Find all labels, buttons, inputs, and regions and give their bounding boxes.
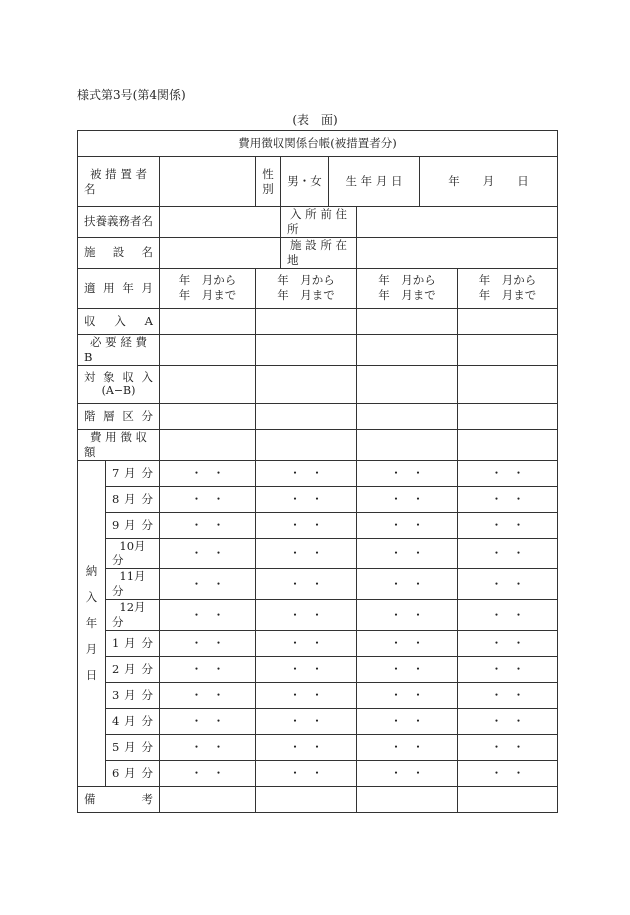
tier-cell[interactable] [256, 403, 357, 429]
date-separator-dot: ・ [512, 517, 525, 532]
target-income-cell[interactable] [256, 365, 357, 403]
payment-date-cell[interactable] [256, 569, 357, 600]
payment-date-cell[interactable] [256, 657, 357, 683]
remarks-cell[interactable] [458, 787, 558, 813]
payment-date-cell[interactable] [160, 512, 256, 538]
expenses-cell[interactable] [458, 334, 558, 365]
date-separator-dot: ・ [289, 636, 301, 651]
ledger-title: 費用徴収関係台帳(被措置者分) [78, 131, 558, 157]
date-separator-dot: ・ [390, 607, 402, 622]
date-separator-dot: ・ [190, 545, 203, 560]
payment-date-cell[interactable] [357, 569, 458, 600]
payment-date-label: 納 入 年 月 日 [78, 460, 106, 787]
payment-date-cell[interactable] [357, 600, 458, 631]
date-separator-dot: ・ [212, 545, 225, 560]
period-cell-2[interactable]: 年 月から 年 月まで [256, 268, 357, 308]
payment-date-cell[interactable] [256, 709, 357, 735]
payment-date-cell[interactable] [458, 735, 558, 761]
date-separator-dot: ・ [190, 688, 203, 703]
date-separator-dot: ・ [212, 491, 225, 506]
date-separator-dot: ・ [512, 766, 525, 781]
date-separator-dot: ・ [311, 576, 323, 591]
payment-date-cell[interactable] [357, 512, 458, 538]
sex-label: 性 別 [256, 157, 281, 207]
fee-cell[interactable] [458, 429, 558, 460]
payment-month-row [78, 683, 558, 709]
date-separator-dot: ・ [212, 607, 225, 622]
date-separator-dot: ・ [390, 714, 402, 729]
payment-date-cell[interactable] [160, 761, 256, 787]
payment-month-row [78, 735, 558, 761]
tier-cell[interactable] [458, 403, 558, 429]
date-separator-dot: ・ [412, 465, 424, 480]
income-cell[interactable] [160, 308, 256, 334]
month-label: 12月 分 [106, 600, 160, 631]
period-label: 適 用 年 月 [78, 268, 160, 308]
date-separator-dot: ・ [490, 766, 503, 781]
fee-ledger-table [77, 130, 558, 813]
payment-date-cell[interactable] [458, 569, 558, 600]
target-income-cell[interactable] [357, 365, 458, 403]
payment-date-cell[interactable] [357, 460, 458, 486]
target-income-label: 対 象 収 入 (A−B) [78, 365, 160, 403]
month-label: 9 月 分 [106, 512, 160, 538]
date-separator-dot: ・ [490, 517, 503, 532]
payment-date-cell[interactable] [458, 683, 558, 709]
payment-month-row [78, 569, 558, 600]
facility-name-label: 施 設 名 [78, 237, 160, 268]
payment-month-row [78, 512, 558, 538]
payment-month-row [78, 709, 558, 735]
expenses-cell[interactable] [357, 334, 458, 365]
fee-cell[interactable] [160, 429, 256, 460]
payment-date-cell[interactable] [160, 569, 256, 600]
birth-label: 生 年 月 日 [329, 157, 420, 207]
month-label: 5 月 分 [106, 735, 160, 761]
date-separator-dot: ・ [311, 714, 323, 729]
date-separator-dot: ・ [212, 688, 225, 703]
payment-month-row [78, 486, 558, 512]
date-separator-dot: ・ [412, 662, 424, 677]
tier-cell[interactable] [357, 403, 458, 429]
date-separator-dot: ・ [412, 517, 424, 532]
expenses-label: 必 要 経 費 B [78, 334, 160, 365]
date-separator-dot: ・ [311, 517, 323, 532]
date-separator-dot: ・ [289, 576, 301, 591]
payment-date-cell[interactable] [357, 709, 458, 735]
date-separator-dot: ・ [390, 465, 402, 480]
date-separator-dot: ・ [190, 465, 203, 480]
date-separator-dot: ・ [390, 517, 402, 532]
date-separator-dot: ・ [412, 545, 424, 560]
payment-month-row [78, 600, 558, 631]
date-separator-dot: ・ [212, 766, 225, 781]
date-separator-dot: ・ [390, 662, 402, 677]
payment-date-cell[interactable] [256, 761, 357, 787]
date-separator-dot: ・ [212, 465, 225, 480]
month-label: 11月 分 [106, 569, 160, 600]
payment-date-cell[interactable] [357, 735, 458, 761]
payment-date-cell[interactable] [458, 657, 558, 683]
payment-month-row [78, 460, 558, 486]
date-separator-dot: ・ [190, 636, 203, 651]
date-separator-dot: ・ [490, 740, 503, 755]
payment-date-cell[interactable] [357, 538, 458, 569]
date-separator-dot: ・ [512, 662, 525, 677]
payment-date-cell[interactable] [256, 460, 357, 486]
date-separator-dot: ・ [289, 465, 301, 480]
date-separator-dot: ・ [512, 714, 525, 729]
payment-date-cell[interactable] [160, 486, 256, 512]
date-separator-dot: ・ [289, 688, 301, 703]
payment-month-row [78, 761, 558, 787]
date-separator-dot: ・ [289, 740, 301, 755]
payment-date-cell[interactable] [357, 683, 458, 709]
date-separator-dot: ・ [289, 714, 301, 729]
facility-address-label: 施 設 所 在 地 [281, 237, 357, 268]
date-separator-dot: ・ [390, 545, 402, 560]
date-separator-dot: ・ [311, 662, 323, 677]
date-separator-dot: ・ [490, 607, 503, 622]
payment-date-cell[interactable] [160, 683, 256, 709]
date-separator-dot: ・ [212, 636, 225, 651]
target-income-cell[interactable] [160, 365, 256, 403]
date-separator-dot: ・ [390, 766, 402, 781]
payment-date-cell[interactable] [256, 735, 357, 761]
date-separator-dot: ・ [412, 636, 424, 651]
date-separator-dot: ・ [512, 688, 525, 703]
month-label: 1 月 分 [106, 631, 160, 657]
payment-date-cell[interactable] [256, 600, 357, 631]
date-separator-dot: ・ [490, 688, 503, 703]
income-label: 収 入 A [78, 308, 160, 334]
date-separator-dot: ・ [311, 766, 323, 781]
date-separator-dot: ・ [490, 491, 503, 506]
person-name-cell[interactable] [160, 157, 256, 207]
remarks-cell[interactable] [160, 787, 256, 813]
date-separator-dot: ・ [311, 607, 323, 622]
date-separator-dot: ・ [512, 465, 525, 480]
prior-address-cell[interactable] [357, 207, 558, 238]
date-separator-dot: ・ [190, 491, 203, 506]
guardian-name-label: 扶養義務者名 [78, 207, 160, 238]
fee-cell[interactable] [256, 429, 357, 460]
date-separator-dot: ・ [311, 636, 323, 651]
date-separator-dot: ・ [512, 740, 525, 755]
payment-date-cell[interactable] [160, 460, 256, 486]
income-cell[interactable] [357, 308, 458, 334]
payment-date-cell[interactable] [458, 709, 558, 735]
date-separator-dot: ・ [212, 576, 225, 591]
payment-date-cell[interactable] [160, 657, 256, 683]
payment-date-cell[interactable] [160, 600, 256, 631]
payment-date-cell[interactable] [357, 486, 458, 512]
date-separator-dot: ・ [311, 740, 323, 755]
date-separator-dot: ・ [412, 740, 424, 755]
person-name-label: 被 措 置 者 名 [78, 157, 160, 207]
date-separator-dot: ・ [190, 576, 203, 591]
date-separator-dot: ・ [289, 545, 301, 560]
payment-date-cell[interactable] [256, 486, 357, 512]
month-label: 6 月 分 [106, 761, 160, 787]
payment-month-row [78, 657, 558, 683]
date-separator-dot: ・ [512, 576, 525, 591]
facility-address-cell[interactable] [357, 237, 558, 268]
form-number: 様式第3号(第4関係) [77, 88, 186, 102]
date-separator-dot: ・ [512, 636, 525, 651]
period-cell-1[interactable]: 年 月から 年 月まで [160, 268, 256, 308]
date-separator-dot: ・ [390, 636, 402, 651]
date-separator-dot: ・ [212, 740, 225, 755]
payment-date-cell[interactable] [256, 683, 357, 709]
fee-label: 費 用 徴 収 額 [78, 429, 160, 460]
date-separator-dot: ・ [390, 491, 402, 506]
date-separator-dot: ・ [390, 576, 402, 591]
date-separator-dot: ・ [311, 545, 323, 560]
date-separator-dot: ・ [190, 740, 203, 755]
date-separator-dot: ・ [412, 491, 424, 506]
date-separator-dot: ・ [512, 545, 525, 560]
payment-date-cell[interactable] [357, 761, 458, 787]
date-separator-dot: ・ [212, 714, 225, 729]
income-cell[interactable] [256, 308, 357, 334]
date-separator-dot: ・ [311, 491, 323, 506]
payment-date-cell[interactable] [458, 512, 558, 538]
date-separator-dot: ・ [412, 576, 424, 591]
payment-date-cell[interactable] [458, 538, 558, 569]
expenses-cell[interactable] [160, 334, 256, 365]
birth-value[interactable]: 年 月 日 [420, 157, 558, 207]
prior-address-label: 入 所 前 住 所 [281, 207, 357, 238]
date-separator-dot: ・ [289, 517, 301, 532]
date-separator-dot: ・ [190, 607, 203, 622]
date-separator-dot: ・ [311, 688, 323, 703]
month-label: 2 月 分 [106, 657, 160, 683]
date-separator-dot: ・ [390, 740, 402, 755]
payment-month-row [78, 538, 558, 569]
guardian-name-cell[interactable] [160, 207, 281, 238]
date-separator-dot: ・ [490, 662, 503, 677]
date-separator-dot: ・ [412, 607, 424, 622]
date-separator-dot: ・ [289, 662, 301, 677]
payment-date-cell[interactable] [458, 761, 558, 787]
month-label: 4 月 分 [106, 709, 160, 735]
sex-value[interactable]: 男・女 [281, 157, 329, 207]
date-separator-dot: ・ [289, 766, 301, 781]
target-income-cell[interactable] [458, 365, 558, 403]
date-separator-dot: ・ [512, 607, 525, 622]
payment-date-cell[interactable] [357, 657, 458, 683]
remarks-cell[interactable] [357, 787, 458, 813]
month-label: 3 月 分 [106, 683, 160, 709]
date-separator-dot: ・ [190, 662, 203, 677]
payment-date-cell[interactable] [256, 538, 357, 569]
month-label: 10月 分 [106, 538, 160, 569]
payment-date-cell[interactable] [160, 538, 256, 569]
date-separator-dot: ・ [190, 517, 203, 532]
remarks-cell[interactable] [256, 787, 357, 813]
remarks-label: 備 考 [78, 787, 160, 813]
date-separator-dot: ・ [390, 688, 402, 703]
date-separator-dot: ・ [490, 636, 503, 651]
period-cell-3[interactable]: 年 月から 年 月まで [357, 268, 458, 308]
payment-date-cell[interactable] [160, 709, 256, 735]
payment-date-cell[interactable] [458, 486, 558, 512]
payment-date-cell[interactable] [458, 600, 558, 631]
date-separator-dot: ・ [412, 688, 424, 703]
tier-cell[interactable] [160, 403, 256, 429]
month-label: 7 月 分 [106, 460, 160, 486]
date-separator-dot: ・ [212, 662, 225, 677]
date-separator-dot: ・ [190, 766, 203, 781]
payment-date-cell[interactable] [160, 735, 256, 761]
payment-date-cell[interactable] [256, 631, 357, 657]
tier-label: 階 層 区 分 [78, 403, 160, 429]
date-separator-dot: ・ [289, 607, 301, 622]
payment-date-cell[interactable] [256, 512, 357, 538]
date-separator-dot: ・ [289, 491, 301, 506]
period-cell-4[interactable]: 年 月から 年 月まで [458, 268, 558, 308]
date-separator-dot: ・ [512, 491, 525, 506]
fee-cell[interactable] [357, 429, 458, 460]
date-separator-dot: ・ [490, 545, 503, 560]
expenses-cell[interactable] [256, 334, 357, 365]
payment-date-cell[interactable] [160, 631, 256, 657]
payment-date-cell[interactable] [357, 631, 458, 657]
date-separator-dot: ・ [490, 465, 503, 480]
facility-name-cell[interactable] [160, 237, 281, 268]
date-separator-dot: ・ [212, 517, 225, 532]
date-separator-dot: ・ [412, 766, 424, 781]
side-label: (表 面) [292, 113, 338, 127]
payment-date-cell[interactable] [458, 460, 558, 486]
date-separator-dot: ・ [311, 465, 323, 480]
payment-date-cell[interactable] [458, 631, 558, 657]
date-separator-dot: ・ [490, 714, 503, 729]
date-separator-dot: ・ [490, 576, 503, 591]
income-cell[interactable] [458, 308, 558, 334]
date-separator-dot: ・ [412, 714, 424, 729]
date-separator-dot: ・ [190, 714, 203, 729]
month-label: 8 月 分 [106, 486, 160, 512]
payment-month-row [78, 631, 558, 657]
